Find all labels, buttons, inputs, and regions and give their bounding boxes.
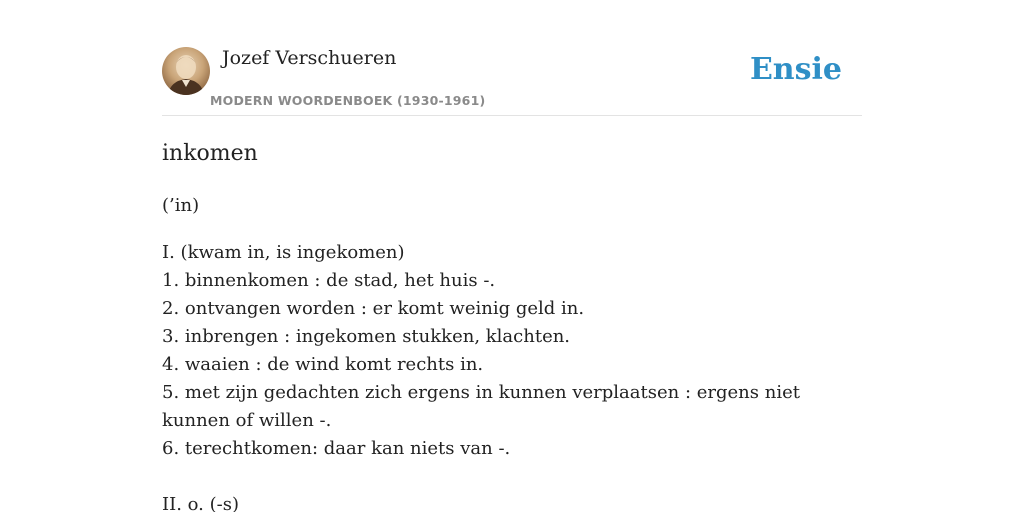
brand-logo[interactable]: Ensie: [749, 52, 842, 87]
definition-line: 2. ontvangen worden : er komt weinig geld in.: [162, 298, 585, 319]
source-label[interactable]: MODERN WOORDENBOEK (1930-1961): [210, 93, 486, 108]
entry-term: inkomen: [162, 141, 258, 166]
definition-line: 3. inbrengen : ingekomen stukken, klachten.: [162, 326, 571, 347]
definition-line: II. o. (-s): [162, 494, 239, 512]
entry-definition: [162, 239, 862, 512]
definition-line: 1. binnenkomen : de stad, het huis -.: [162, 270, 496, 291]
portrait-icon: [162, 47, 210, 95]
definition-line: 4. waaien : de wind komt rechts in.: [162, 354, 484, 375]
entry-header: [162, 0, 862, 116]
paragraph-gap: [162, 463, 862, 491]
definition-line: 5. met zijn gedachten zich ergens in kunnen verplaatsen : ergens niet kunnen of willen -.: [162, 382, 800, 431]
author-name[interactable]: Jozef Verschueren: [222, 47, 397, 69]
entry-pronunciation: (’in): [162, 195, 200, 216]
definition-line: I. (kwam in, is ingekomen): [162, 242, 405, 263]
author-avatar[interactable]: [162, 47, 210, 95]
definition-line: 6. terechtkomen: daar kan niets van -.: [162, 438, 511, 459]
entry-card: [162, 0, 862, 512]
